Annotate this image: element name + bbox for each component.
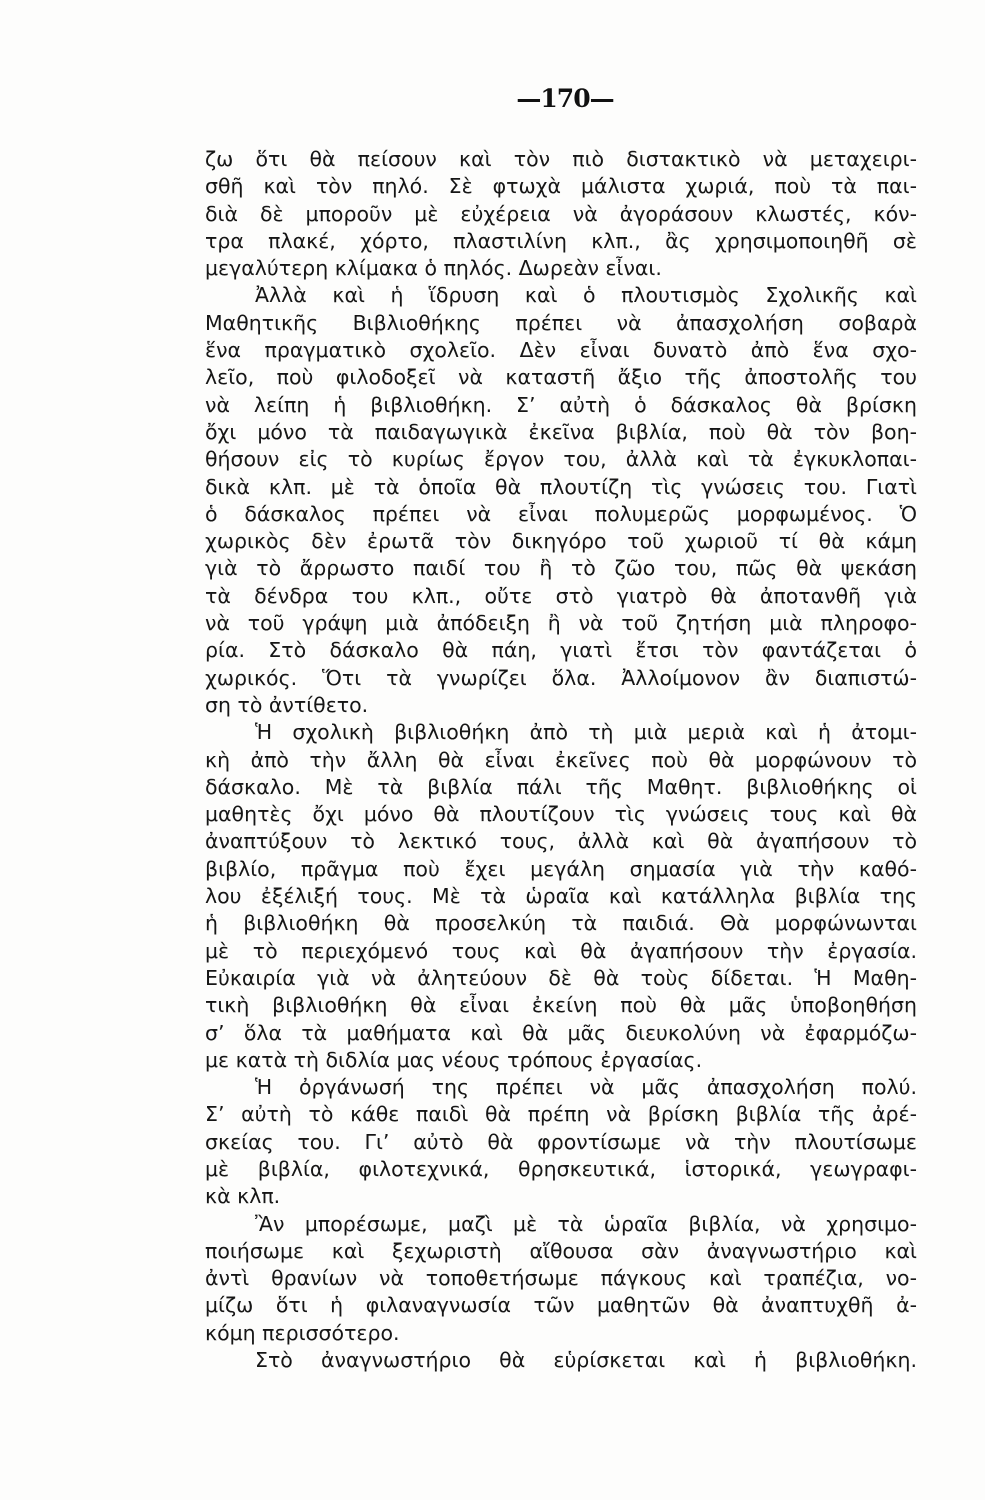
text-line: βιβλίο, πρᾶγμα ποὺ ἔχει μεγάλη σημασία γιὰ τὴν καθό-	[205, 856, 917, 881]
text-line: Εὐκαιρία γιὰ νὰ ἀλητεύουν δὲ θὰ τοὺς δίδεται. Ἡ Μαθη-	[205, 965, 917, 990]
text-line: μαθητὲς ὄχι μόνο θὰ πλουτίζουν τὶς γνώσεις τους καὶ θὰ	[205, 802, 917, 827]
text-line: τικὴ βιβλιοθήκη θὰ εἶναι ἐκείνη ποὺ θὰ μᾶς ὑποβοηθήση	[205, 993, 917, 1018]
text-line: σ’ ὅλα τὰ μαθήματα καὶ θὰ μᾶς διευκολύνη νὰ ἐφαρμόζω-	[205, 1020, 917, 1045]
page-number: —170—	[516, 84, 614, 113]
text-line: Μαθητικῆς Βιβλιοθήκης πρέπει νὰ ἀπασχολήση σοβαρὰ	[205, 310, 917, 335]
text-line: μεγαλύτερη κλίμακα ὁ πηλός. Δωρεὰν εἶναι.	[205, 256, 662, 281]
text-line: ἡ βιβλιοθήκη θὰ προσελκύη τὰ παιδιά. Θὰ μορφώνωνται	[205, 911, 917, 936]
text-line: Ἂν μπορέσωμε, μαζὶ μὲ τὰ ὡραῖα βιβλία, νὰ χρησιμο-	[255, 1211, 917, 1236]
text-line: ὁ δάσκαλος πρέπει νὰ εἶναι πολυμερῶς μορφωμένος. Ὁ	[205, 501, 917, 526]
paragraph	[205, 1347, 917, 1374]
paragraph	[205, 146, 917, 282]
text-line: τρα πλακέ, χόρτο, πλαστιλίνη κλπ., ἂς χρησιμοποιηθῆ σὲ	[205, 228, 917, 253]
text-line: χωρικός. Ὅτι τὰ γνωρίζει ὅλα. Ἀλλοίμονον ἂν διαπιστώ-	[205, 665, 917, 690]
paragraph	[205, 282, 917, 719]
text-line: λου ἐξέλιξή τους. Μὲ τὰ ὡραῖα καὶ κατάλληλα βιβλία της	[205, 884, 917, 909]
text-line: λεῖο, ποὺ φιλοδοξεῖ νὰ καταστῆ ἄξιο τῆς ἀποστολῆς του	[205, 365, 917, 390]
text-line: Σ’ αὐτὴ τὸ κάθε παιδὶ θὰ πρέπη νὰ βρίσκη βιβλία τῆς ἀρέ-	[205, 1102, 917, 1127]
text-line: γιὰ τὸ ἄρρωστο παιδί του ἢ τὸ ζῶο του, πῶς θὰ ψεκάση	[205, 556, 917, 581]
text-line: χωρικὸς δὲν ἐρωτᾶ τὸν δικηγόρο τοῦ χωριοῦ τί θὰ κάμη	[205, 529, 917, 554]
text-line: ἀναπτύξουν τὸ λεκτικό τους, ἀλλὰ καὶ θὰ ἀγαπήσουν τὸ	[205, 829, 917, 854]
text-line: διὰ δὲ μποροῦν μὲ εὐχέρεια νὰ ἀγοράσουν κλωστές, κόν-	[205, 201, 917, 226]
text-line: νὰ λείπη ἡ βιβλιοθήκη. Σ’ αὐτὴ ὁ δάσκαλος θὰ βρίσκη	[205, 392, 917, 417]
text-line: ἕνα πραγματικὸ σχολεῖο. Δὲν εἶναι δυνατὸ ἀπὸ ἕνα σχο-	[205, 338, 917, 363]
text-line: μὲ τὸ περιεχόμενό τους καὶ θὰ ἀγαπήσουν τὴν ἐργασία.	[205, 938, 917, 963]
text-line: ση τὸ ἀντίθετο.	[205, 692, 369, 717]
text-line: σθῆ καὶ τὸν πηλό. Σὲ φτωχὰ μάλιστα χωριά, ποὺ τὰ παι-	[205, 174, 917, 199]
text-line: μὲ βιβλία, φιλοτεχνικά, θρησκευτικά, ἱστορικά, γεωγραφι-	[205, 1156, 917, 1181]
text-line: μίζω ὅτι ἡ φιλαναγνωσία τῶν μαθητῶν θὰ ἀναπτυχθῆ ἀ-	[205, 1293, 917, 1318]
text-line: ζω ὅτι θὰ πείσουν καὶ τὸν πιὸ διστακτικὸ νὰ μεταχειρι-	[205, 147, 917, 171]
paragraph	[205, 719, 917, 1074]
paragraph	[205, 1074, 917, 1210]
text-line: με κατὰ τὴ διδλία μας νέους τρόπους ἐργασίας.	[205, 1047, 703, 1072]
text-line: ρία. Στὸ δάσκαλο θὰ πάη, γιατὶ ἔτσι τὸν φαντάζεται ὁ	[205, 638, 917, 663]
text-line: κόμη περισσότερο.	[205, 1320, 400, 1345]
text-line: σκείας του. Γι’ αὐτὸ θὰ φροντίσωμε νὰ τὴν πλουτίσωμε	[205, 1129, 917, 1154]
text-line: κὴ ἀπὸ τὴν ἄλλη θὰ εἶναι ἐκεῖνες ποὺ θὰ μορφώνουν τὸ	[205, 747, 917, 772]
text-line: δάσκαλο. Μὲ τὰ βιβλία πάλι τῆς Μαθητ. βιβλιοθήκης οἱ	[205, 774, 917, 799]
text-line: Ἀλλὰ καὶ ἡ ἵδρυση καὶ ὁ πλουτισμὸς Σχολικῆς καὶ	[255, 283, 917, 308]
text-line: Ἡ ὀργάνωσή της πρέπει νὰ μᾶς ἀπασχολήση πολύ.	[255, 1075, 917, 1100]
body-text	[205, 146, 917, 1374]
text-line: κὰ κλπ.	[205, 1184, 281, 1209]
text-line: δικὰ κλπ. μὲ τὰ ὁποῖα θὰ πλουτίζη τὶς γνώσεις του. Γιατὶ	[205, 474, 917, 499]
paragraph	[205, 1211, 917, 1347]
text-line: ἀντὶ θρανίων νὰ τοποθετήσωμε πάγκους καὶ τραπέζια, νο-	[205, 1266, 917, 1291]
text-line: νὰ τοῦ γράψη μιὰ ἀπόδειξη ἢ νὰ τοῦ ζητήση μιὰ πληροφο-	[205, 611, 917, 636]
text-line: θήσουν εἰς τὸ κυρίως ἔργον του, ἀλλὰ καὶ τὰ ἐγκυκλοπαι-	[205, 447, 917, 472]
text-line: τὰ δένδρα του κλπ., οὔτε στὸ γιατρὸ θὰ ἀποτανθῆ γιὰ	[205, 583, 917, 608]
text-line: Ἡ σχολικὴ βιβλιοθήκη ἀπὸ τὴ μιὰ μεριὰ καὶ ἡ ἀτομι-	[255, 720, 917, 745]
text-line: ποιήσωμε καὶ ξεχωριστὴ αἴθουσα σὰν ἀναγνωστήριο καὶ	[205, 1238, 917, 1263]
text-line: Στὸ ἀναγνωστήριο θὰ εὑρίσκεται καὶ ἡ βιβλιοθήκη.	[255, 1348, 917, 1373]
text-line: ὄχι μόνο τὰ παιδαγωγικὰ ἐκεῖνα βιβλία, ποὺ θὰ τὸν βοη-	[205, 419, 917, 444]
